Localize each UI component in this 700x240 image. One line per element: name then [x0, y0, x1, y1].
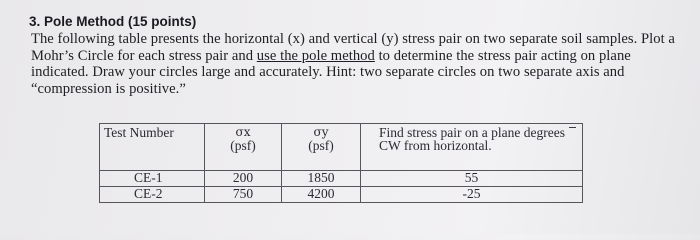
plane-angle-label: Find stress pair on a plane degrees CW from horizontal. — [379, 125, 565, 153]
blank-dash — [569, 127, 576, 128]
cell-test: CE-2 — [100, 187, 205, 203]
header-sigma-x — [205, 124, 282, 171]
sigma-y-unit: (psf) — [308, 138, 334, 153]
header-test-number: Test Number — [100, 124, 205, 171]
header-sigma-y — [282, 124, 361, 171]
cell-sigma-y: 1850 — [282, 171, 361, 187]
cell-test: CE-1 — [100, 171, 205, 187]
table-row — [100, 187, 583, 203]
cell-angle: 55 — [361, 171, 583, 187]
sigma-x-symbol: σx — [235, 125, 251, 139]
question-block — [31, 14, 681, 97]
header-plane-angle — [361, 124, 583, 171]
cell-sigma-y: 4200 — [282, 187, 361, 203]
question-text — [31, 31, 681, 97]
table-header-row — [100, 124, 583, 171]
cell-sigma-x: 750 — [205, 187, 282, 203]
cell-angle: -25 — [361, 187, 583, 203]
question-text-start: The following table presents the horizontal (x) and vertical (y) stress pair on two separate soil samples. Plot a Mohr’s Circle for each stress pair and — [31, 31, 675, 64]
question-text-end: to determine the stress pair acting on plane indicated. Draw your circles large and accurately. Hint: two separate circles on two separate axis and “compression is positive.” — [31, 47, 631, 97]
table-row — [100, 171, 583, 187]
stress-table — [99, 123, 583, 203]
question-title: 3. Pole Method (15 points) — [29, 14, 197, 29]
sigma-y-symbol: σy — [313, 125, 329, 139]
cell-sigma-x: 200 — [205, 171, 282, 187]
sigma-x-unit: (psf) — [230, 138, 256, 153]
pole-method-underlined: use the pole method — [256, 47, 375, 64]
